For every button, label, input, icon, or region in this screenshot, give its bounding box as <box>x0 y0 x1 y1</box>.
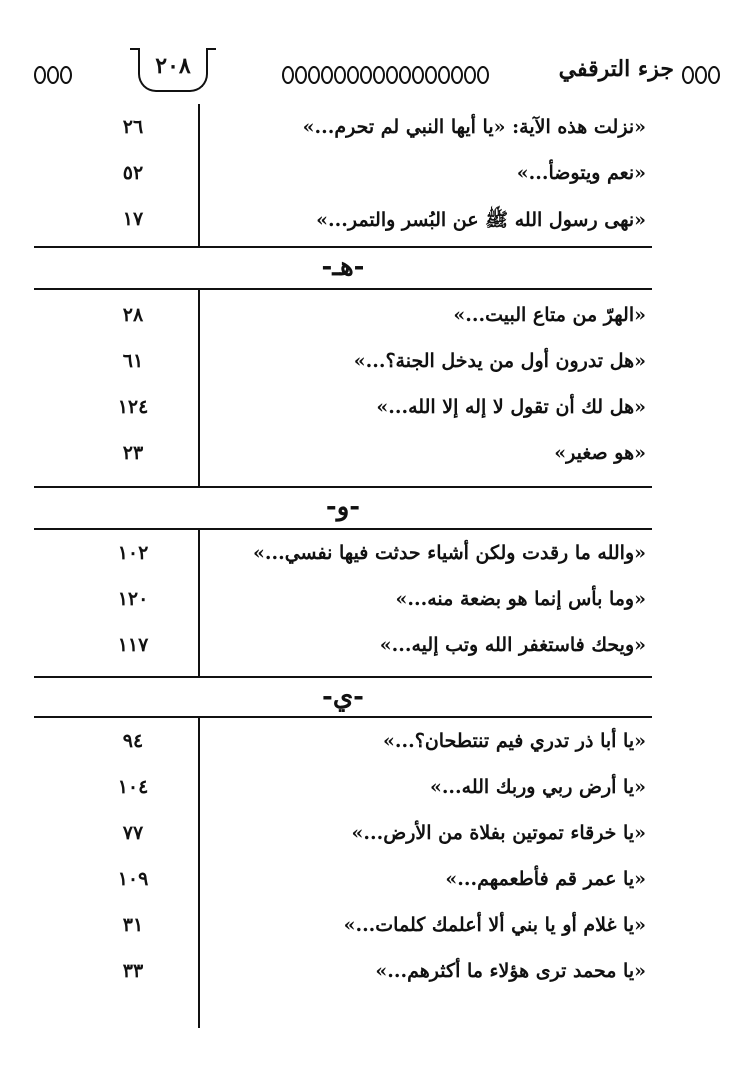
entry-text: «نزلت هذه الآية: «يا أيها النبي لم تحرم...» <box>302 116 646 138</box>
index-entry <box>34 908 652 948</box>
index-entry <box>34 436 652 476</box>
entry-page: ١٢٠ <box>117 588 149 610</box>
index-entry <box>34 298 652 338</box>
entry-text: «هل لك أن تقول لا إله إلا الله...» <box>376 396 646 418</box>
entry-text: «يا عمر قم فأطعمهم...» <box>445 868 646 890</box>
section-letter: -ي- <box>322 682 364 712</box>
index-entry <box>34 344 652 384</box>
entry-page: ٢٦ <box>122 116 144 138</box>
entry-text: «والله ما رقدت ولكن أشياء حدثت فيها نفسي...» <box>253 542 646 564</box>
entry-text: «هو صغير» <box>554 442 646 464</box>
entry-text: «الهرّ من متاع البيت...» <box>453 304 646 326</box>
index-entry <box>34 110 652 150</box>
index-entry <box>34 954 652 994</box>
entry-page: ١١٧ <box>117 634 149 656</box>
entry-text: «وما بأس إنما هو بضعة منه...» <box>395 588 646 610</box>
index-entry <box>34 862 652 902</box>
entry-text: «يا أرض ربي وربك الله...» <box>429 776 646 798</box>
section-letter: -و- <box>325 492 361 522</box>
entry-page: ٥٢ <box>122 162 144 184</box>
section-divider <box>34 486 652 488</box>
entry-text: «يا غلام أو يا بني ألا أعلمك كلمات...» <box>343 914 646 936</box>
page-header <box>34 50 724 96</box>
entry-page: ٢٨ <box>122 304 144 326</box>
ornament-right <box>682 64 720 86</box>
entry-page: ١٠٢ <box>117 542 149 564</box>
entry-page: ٢٣ <box>122 442 144 464</box>
entry-text: «نعم ويتوضأ...» <box>516 162 646 184</box>
entry-page: ٦١ <box>122 350 144 372</box>
entry-page: ٩٤ <box>122 730 144 752</box>
entry-page: ١٠٤ <box>117 776 149 798</box>
page-number: ٢٠٨ <box>138 50 208 92</box>
entry-page: ١٢٤ <box>117 396 149 418</box>
ornament-middle <box>282 64 489 86</box>
entry-text: «يا خرقاء تموتين بفلاة من الأرض...» <box>351 822 646 844</box>
entry-text: «هل تدرون أول من يدخل الجنة؟...» <box>353 350 646 372</box>
index-entry <box>34 582 652 622</box>
index-entry <box>34 536 652 576</box>
section-divider <box>34 246 652 248</box>
running-title: جزء الترقفي <box>558 56 674 82</box>
index-entry <box>34 770 652 810</box>
section-divider <box>34 716 652 718</box>
section-divider <box>34 528 652 530</box>
entry-page: ١٠٩ <box>117 868 149 890</box>
entry-text: «نهى رسول الله ﷺ عن البُسر والتمر...» <box>316 209 646 231</box>
index-entry <box>34 390 652 430</box>
entry-text: «يا محمد ترى هؤلاء ما أكثرهم...» <box>375 960 646 982</box>
index-entry <box>34 724 652 764</box>
index-entry <box>34 202 652 242</box>
entry-page: ٧٧ <box>122 822 144 844</box>
ornament-left <box>34 64 72 86</box>
entry-text: «يا أبا ذر تدري فيم تنتطحان؟...» <box>383 730 646 752</box>
index-entry <box>34 816 652 856</box>
entry-page: ١٧ <box>122 208 144 230</box>
entry-page: ٣٣ <box>122 960 144 982</box>
entry-page: ٣١ <box>122 914 144 936</box>
section-divider <box>34 288 652 290</box>
index-entry <box>34 628 652 668</box>
section-letter: -هـ- <box>321 252 365 282</box>
section-divider <box>34 676 652 678</box>
index-entry <box>34 156 652 196</box>
entry-text: «ويحك فاستغفر الله وتب إليه...» <box>379 634 646 656</box>
